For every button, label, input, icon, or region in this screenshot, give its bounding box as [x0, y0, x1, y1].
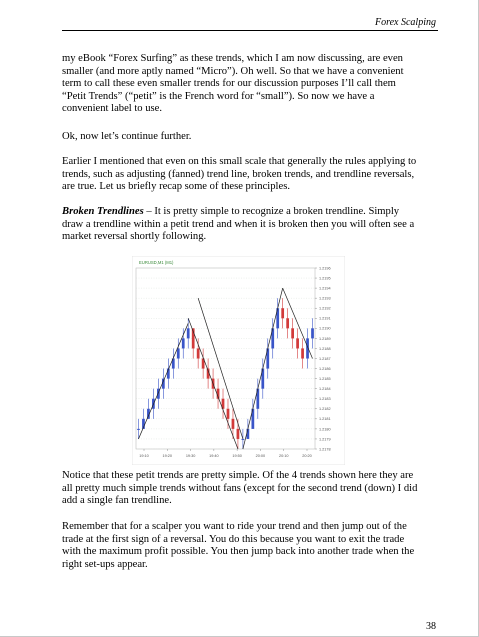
- y-tick-label: 1.2187: [319, 356, 331, 361]
- paragraph-broken-trendlines: [62, 206, 422, 244]
- y-tick-label: 1.2186: [319, 366, 331, 371]
- page-number: 38: [426, 621, 436, 632]
- candle-body: [237, 429, 240, 439]
- candle-body: [242, 439, 245, 440]
- x-tick-label: 20:00: [255, 454, 266, 458]
- x-tick-label: 19:40: [209, 454, 219, 458]
- running-header: Forex Scalping: [374, 17, 436, 28]
- broken-trendlines-heading: Broken Trendlines: [62, 206, 144, 217]
- forex-candlestick-chart: [132, 256, 345, 465]
- y-tick-label: 1.2179: [319, 437, 331, 442]
- y-tick-label: 1.2193: [319, 296, 331, 301]
- paragraph-continue: Ok, now let’s continue further.: [62, 131, 192, 142]
- candle-body: [227, 409, 230, 419]
- candle-body: [286, 318, 289, 328]
- candle-body: [197, 348, 200, 358]
- y-tick-label: 1.2194: [319, 286, 331, 291]
- paragraph-recap: Earlier I mentioned that even on this small scale that generally the rules applying to trends, such as adjusting (fanned) trend line, broken trends, and trendline reversals, are true. Let us briefly recap some of these principles.: [62, 156, 417, 193]
- y-tick-label: 1.2180: [319, 427, 331, 432]
- y-tick-label: 1.2188: [319, 346, 331, 351]
- x-tick-label: 19:10: [139, 454, 149, 458]
- candle-body: [232, 419, 235, 429]
- y-tick-label: 1.2190: [319, 326, 331, 331]
- y-tick-label: 1.2196: [319, 266, 331, 271]
- y-tick-label: 1.2182: [319, 407, 331, 412]
- candle-body: [187, 328, 190, 338]
- y-tick-label: 1.2195: [319, 276, 331, 281]
- candle-body: [296, 338, 299, 348]
- y-tick-label: 1.2192: [319, 306, 331, 311]
- y-tick-label: 1.2191: [319, 316, 331, 321]
- broken-trendlines-text: – It is pretty simple to recognize a broken trendline. Simply draw a trendline within a petit trend and when it is broken then you will often see a market reversal shortly following.: [62, 206, 415, 243]
- header-rule: [62, 30, 438, 31]
- candle-body: [281, 308, 284, 318]
- candle-body: [182, 338, 185, 348]
- paragraph-forex-surfing: my eBook “Forex Surfing” as these trends, which I am now discussing, are even smaller (and more aptly named “Micro”). Oh well. So that we have a convenient term to call these even smaller trends for our discussion purposes I’ll call them “Petit Trends” (“petit” is the French word for “small”). So now we have a convenient label to use.: [62, 53, 404, 115]
- x-tick-label: 20:10: [278, 454, 289, 458]
- chart-legend: EURUSD,M1 (M1): [139, 260, 174, 265]
- candle-body: [177, 348, 180, 358]
- y-tick-label: 1.2178: [319, 447, 331, 452]
- candle-body: [301, 348, 304, 358]
- y-tick-label: 1.2183: [319, 397, 331, 402]
- y-tick-label: 1.2184: [319, 387, 331, 392]
- x-tick-label: 19:30: [185, 454, 196, 458]
- y-tick-label: 1.2181: [319, 417, 331, 422]
- x-tick-label: 20:20: [302, 454, 312, 458]
- candle-body: [291, 328, 294, 338]
- paragraph-scalper: Remember that for a scalper you want to ride your trend and then jump out of the trade at the first sign of a reversal. You do this because you want to exit the trade with the maximum profit possible. You then jump back into another trade when the right set-ups appear.: [62, 521, 415, 570]
- paragraph-petit-trends: Notice that these petit trends are pretty simple. Of the 4 trends shown here they are all pretty much simple trends without fans (except for the second trend (down) I did add a single fan trendline.: [62, 470, 418, 507]
- x-tick-label: 19:20: [162, 454, 173, 458]
- candle-body: [311, 328, 314, 338]
- x-tick-label: 19:50: [232, 454, 242, 458]
- y-tick-label: 1.2189: [319, 336, 331, 341]
- y-tick-label: 1.2185: [319, 377, 331, 382]
- candle-body: [137, 429, 140, 430]
